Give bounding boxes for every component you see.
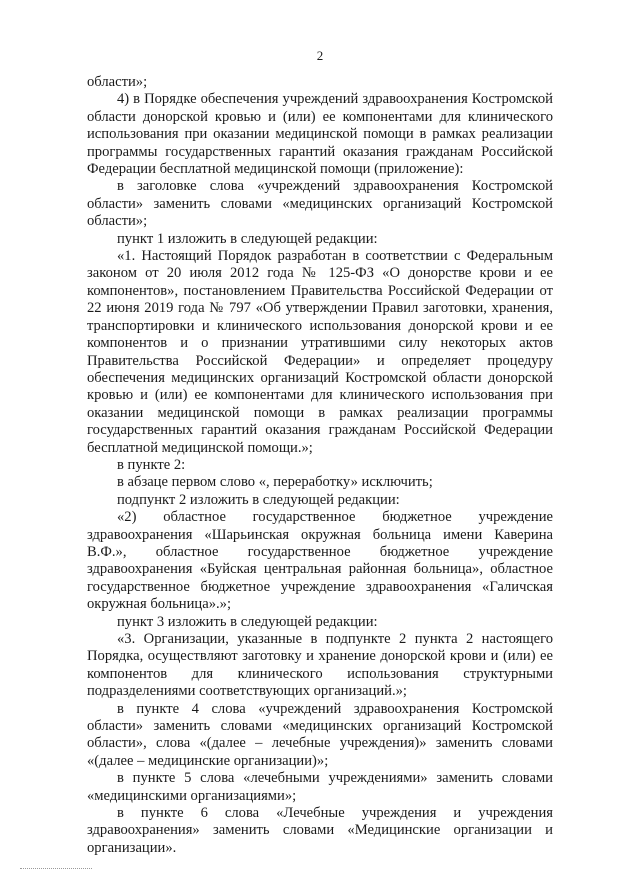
paragraph-point-6: в пункте 6 слова «Лечебные учреждения и учреждения здравоохранения» заменить словами «Медицинские организации и организации».	[87, 805, 553, 856]
paragraph-point-3-intro: пункт 3 изложить в следующей редакции:	[117, 613, 378, 630]
paragraph-item-4: 4) в Порядке обеспечения учреждений здравоохранения Костромской области донорской кровью и (или) ее компонентами для клинического использования при оказании медицинской помощи в рамках реализации программы государственных гарантий оказания гражданам Российской Федерации бесплатной медицинской помощи (приложение):	[87, 91, 553, 178]
paragraph-point-4: в пункте 4 слова «учреждений здравоохранения Костромской области» заменить словами «медицинских организаций Костромской области», слова «(далее – лечебные учреждения)» заменить словами «(далее – медицинские организации)»;	[87, 700, 553, 769]
paragraph-subpoint-2-text: «2) областное государственное бюджетное учреждение здравоохранения «Шарьинская окружная больница имени Каверина В.Ф.», областное государственное бюджетное учреждение здравоохранения «Буйская центральная районная больница», областное государственное бюджетное учреждение здравоохранения «Галичская окружная больница».»;	[87, 509, 553, 613]
paragraph-subpoint-2-intro: подпункт 2 изложить в следующей редакции:	[117, 491, 400, 508]
paragraph-point-1-intro: пункт 1 изложить в следующей редакции:	[117, 230, 378, 247]
paragraph-point-1-text: «1. Настоящий Порядок разработан в соответствии с Федеральным законом от 20 июля 2012 года № 125-ФЗ «О донорстве крови и ее компонентов», постановлением Правительства Российской Федерации от 22 июня 2019 года № 797 «Об утверждении Правил заготовки, хранения, транспортировки и клинического использования донорской крови и ее компонентов и о признании утратившими силу некоторых актов Правительства Российской Федерации» и определяет процедуру обеспечения медицинских организаций Костромской области донорской кровью и (или) ее компонентами для клинического использования при оказании медицинской помощи в рамках реализации программы государственных гарантий оказания гражданам Российской Федерации бесплатной медицинской помощи.»;	[87, 248, 553, 456]
paragraph-point-3-text: «3. Организации, указанные в подпункте 2 пункта 2 настоящего Порядка, осуществляют заготовку и хранение донорской крови и (или) ее компонентов для клинического использования структурными подразделениями соответствующих организаций.»;	[87, 631, 553, 700]
footer-divider	[20, 868, 92, 869]
document-body	[87, 74, 553, 857]
page-number: 2	[316, 48, 324, 63]
paragraph-point-2-first: в абзаце первом слово «, переработку» исключить;	[117, 474, 433, 491]
paragraph-title-change: в заголовке слова «учреждений здравоохранения Костромской области» заменить словами «медицинских организаций Костромской области»;	[87, 178, 553, 230]
paragraph-point-5: в пункте 5 слова «лечебными учреждениями» заменить словами «медицинскими организациями»;	[87, 770, 553, 804]
paragraph-1: области»;	[87, 74, 148, 90]
paragraph-point-2-intro: в пункте 2:	[117, 456, 186, 473]
